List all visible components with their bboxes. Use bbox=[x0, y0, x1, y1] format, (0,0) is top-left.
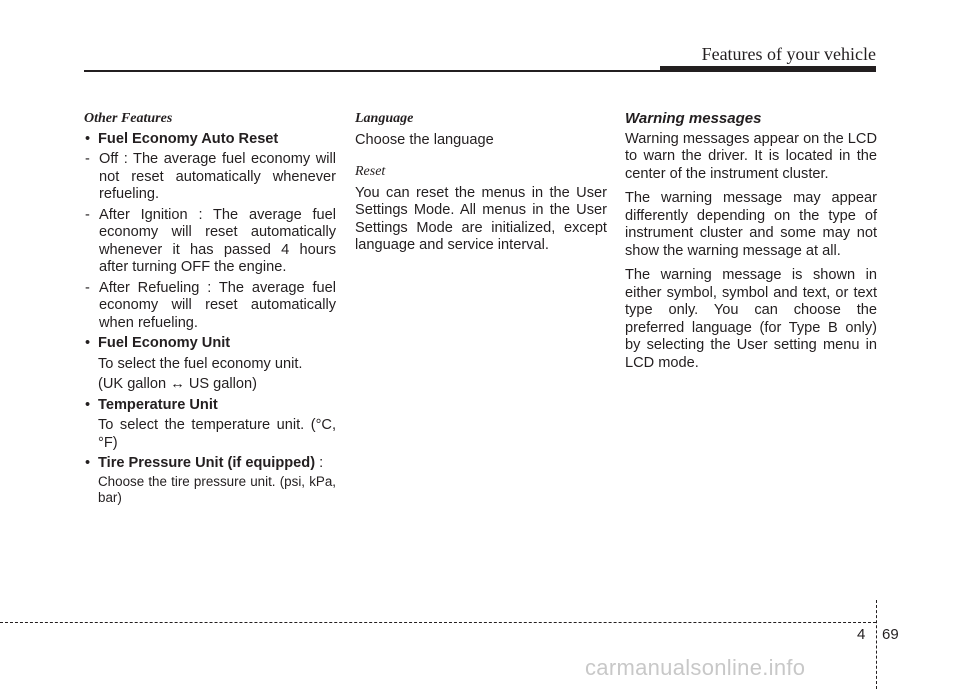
fuel-reset-refueling-item: - After Refueling : The average fuel economy will reset automatically when refueling. bbox=[84, 280, 336, 333]
other-features-heading: Other Features bbox=[84, 111, 173, 126]
tire-pressure-unit-colon: : bbox=[315, 455, 324, 471]
tire-pressure-unit-item bbox=[84, 455, 336, 473]
watermark: carmanualsonline.info bbox=[585, 655, 806, 680]
tire-pressure-unit-text: Choose the tire pressure unit. (psi, kPa, bar) bbox=[98, 473, 336, 505]
fuel-economy-unit-title: • Fuel Economy Unit bbox=[84, 335, 336, 353]
language-text: Choose the language bbox=[355, 131, 494, 148]
fuel-economy-auto-reset-title: • Fuel Economy Auto Reset bbox=[84, 131, 336, 149]
fuel-economy-unit-text: To select the fuel economy unit. bbox=[98, 355, 303, 372]
header-title: Features of your vehicle bbox=[701, 44, 876, 64]
reset-text: You can reset the menus in the User Settings Mode. All menus in the User Settings Mode are initialized, except language and service interval. bbox=[355, 184, 607, 253]
page-number: 69 bbox=[882, 626, 899, 643]
column-left bbox=[84, 110, 336, 506]
chapter-number: 4 bbox=[857, 626, 866, 643]
fuel-reset-off-item: - Off : The average fuel economy will not reset automatically whenever refueling. bbox=[84, 151, 336, 204]
warning-paragraph-2: The warning message may appear differently depending on the type of instrument cluster and some may not show the warning message at all. bbox=[625, 190, 877, 259]
temperature-unit-title: • Temperature Unit bbox=[84, 397, 336, 415]
tire-pressure-unit-title: Tire Pressure Unit (if equipped) bbox=[98, 455, 316, 471]
reset-heading: Reset bbox=[355, 164, 386, 179]
warning-paragraph-3: The warning message is shown in either symbol, symbol and text, or text type only. You can choose the preferred language (for Type B only) by selecting the User setting menu in LCD mode. bbox=[625, 267, 877, 371]
warning-messages-heading: Warning messages bbox=[625, 110, 762, 127]
warning-paragraph-1: Warning messages appear on the LCD to warn the driver. It is located in the center of the instrument cluster. bbox=[625, 130, 877, 182]
header-rule-accent bbox=[660, 66, 876, 72]
column-right bbox=[625, 110, 877, 379]
language-heading: Language bbox=[355, 111, 414, 126]
footer-divider bbox=[876, 600, 877, 689]
fuel-economy-unit-options: (UK gallon ↔ US gallon) bbox=[98, 376, 257, 392]
fuel-reset-ignition-item: - After Ignition : The average fuel economy will reset automatically whenever it has passed 4 hours after turning OFF the engine. bbox=[84, 207, 336, 277]
header-rule bbox=[84, 70, 660, 72]
footer-rule bbox=[0, 622, 876, 623]
temperature-unit-text: To select the temperature unit. (°C,°F) bbox=[98, 417, 336, 451]
column-middle bbox=[355, 110, 607, 255]
